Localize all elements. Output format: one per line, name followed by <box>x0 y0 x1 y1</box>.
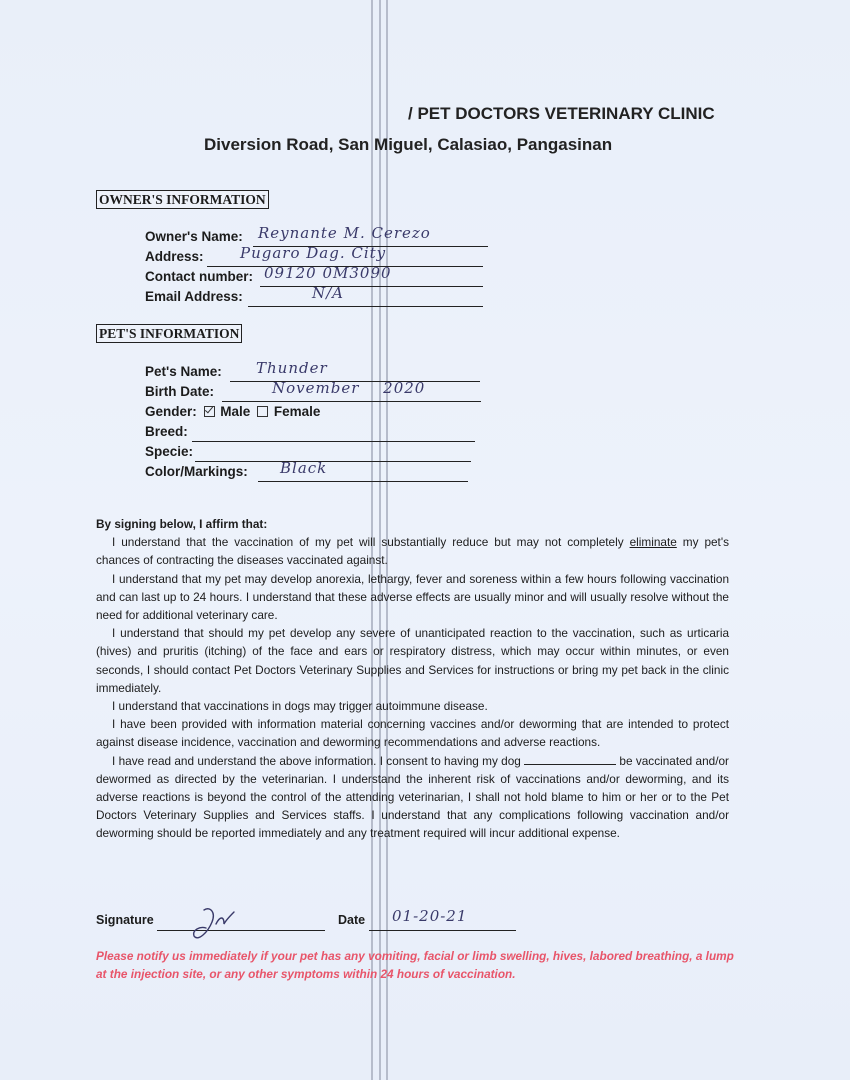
dog-name-blank[interactable] <box>524 753 616 765</box>
specie-field[interactable] <box>145 444 193 463</box>
owner-name-label: Owner's Name: <box>145 229 243 244</box>
consent-paragraph-3: I understand that should my pet develop any severe of unanticipated reaction to the vaccination, such as urticaria (hives) and pruritis (itching) of the face and ears or respiratory distress, which may occur within minutes, or even seconds, I should contact Pet Doctors Veterinary Supplies and Services for instructions or bring my pet back in the clinic immediately. <box>96 626 729 695</box>
birth-date-value: November 2020 <box>272 379 426 397</box>
female-checkbox[interactable] <box>257 406 268 417</box>
pet-section-title: PET'S INFORMATION <box>96 324 242 343</box>
address-value: Pugaro Dag. City <box>240 244 387 262</box>
clinic-address: Diversion Road, San Miguel, Calasiao, Pangasinan <box>204 135 613 154</box>
address-field[interactable] <box>145 249 204 268</box>
address-label: Address: <box>145 249 204 264</box>
female-label: Female <box>273 404 321 419</box>
birth-date-field[interactable] <box>145 384 214 403</box>
email-line <box>248 287 483 307</box>
clinic-name: / PET DOCTORS VETERINARY CLINIC <box>408 104 715 123</box>
email-field[interactable] <box>145 289 243 308</box>
consent-paragraph-2: I understand that my pet may develop anorexia, lethargy, fever and soreness within a few hours following vaccination and can last up to 24 hours. I understand that these adverse effects are usually minor and will usually resolve without the need for additional veterinary care. <box>96 571 729 623</box>
color-field[interactable] <box>145 464 248 483</box>
breed-field[interactable] <box>145 424 188 443</box>
handwritten-signature <box>190 902 240 946</box>
consent-paragraph-6: I have read and understand the above information. I consent to having my dog be vaccinated and/or dewormed as directed by the veterinarian. I understand the inherent risk of vaccinations and/or deworming, and its adverse reactions is beyond the control of the attending veterinarian, I shall not hold blame to him or her or to the Pet Doctors Veterinary Supplies and Services staffs. I understand that any complications following vaccination and/or deworming should be reported immediately and any treatment required will incur additional expense. <box>96 753 729 841</box>
contact-value: 09120 0M3090 <box>264 264 392 282</box>
consent-text <box>96 515 729 843</box>
underlined-word: eliminate <box>629 535 677 550</box>
pet-name-label: Pet's Name: <box>145 364 222 379</box>
color-label: Color/Markings: <box>145 464 248 479</box>
consent-paragraph-5: I have been provided with information material concerning vaccines and/or deworming that are intended to protect against disease incidence, vaccination and deworming recommendations and adverse reactions. <box>96 717 729 750</box>
consent-paragraph-4: I understand that vaccinations in dogs may trigger autoimmune disease. <box>112 699 488 714</box>
owner-section-title: OWNER'S INFORMATION <box>96 190 269 209</box>
male-label: Male <box>220 404 251 419</box>
owner-name-field[interactable] <box>145 229 243 248</box>
birth-date-label: Birth Date: <box>145 384 215 399</box>
date-label: Date <box>338 913 366 927</box>
email-label: Email Address: <box>145 289 243 304</box>
specie-line <box>195 442 471 462</box>
email-value: N/A <box>312 284 345 302</box>
male-checkbox[interactable] <box>204 406 215 417</box>
signature-line[interactable] <box>157 911 325 931</box>
date-value: 01-20-21 <box>392 907 468 925</box>
consent-paragraph-1: I understand that the vaccination of my pet will substantially reduce but may not completely eliminate my pet's chances of contracting the diseases vaccinated against. <box>96 535 729 568</box>
specie-label: Specie: <box>145 444 194 459</box>
color-value: Black <box>280 459 328 477</box>
owner-name-value: Reynante M. Cerezo <box>258 224 431 242</box>
pet-name-value: Thunder <box>256 359 328 377</box>
contact-field[interactable] <box>145 269 253 288</box>
consent-lead: By signing below, I affirm that: <box>96 517 268 531</box>
gender-field <box>145 404 320 423</box>
breed-line <box>192 422 475 442</box>
contact-label: Contact number: <box>145 269 253 284</box>
notice-text: Please notify us immediately if your pet has any vomiting, facial or limb swelling, hives, labored breathing, a lump at the injection site, or any other symptoms within 24 hours of vaccination. <box>96 949 734 981</box>
gender-label: Gender: <box>145 404 197 419</box>
signature-label: Signature <box>96 913 154 927</box>
breed-label: Breed: <box>145 424 188 439</box>
pet-name-field[interactable] <box>145 364 222 383</box>
